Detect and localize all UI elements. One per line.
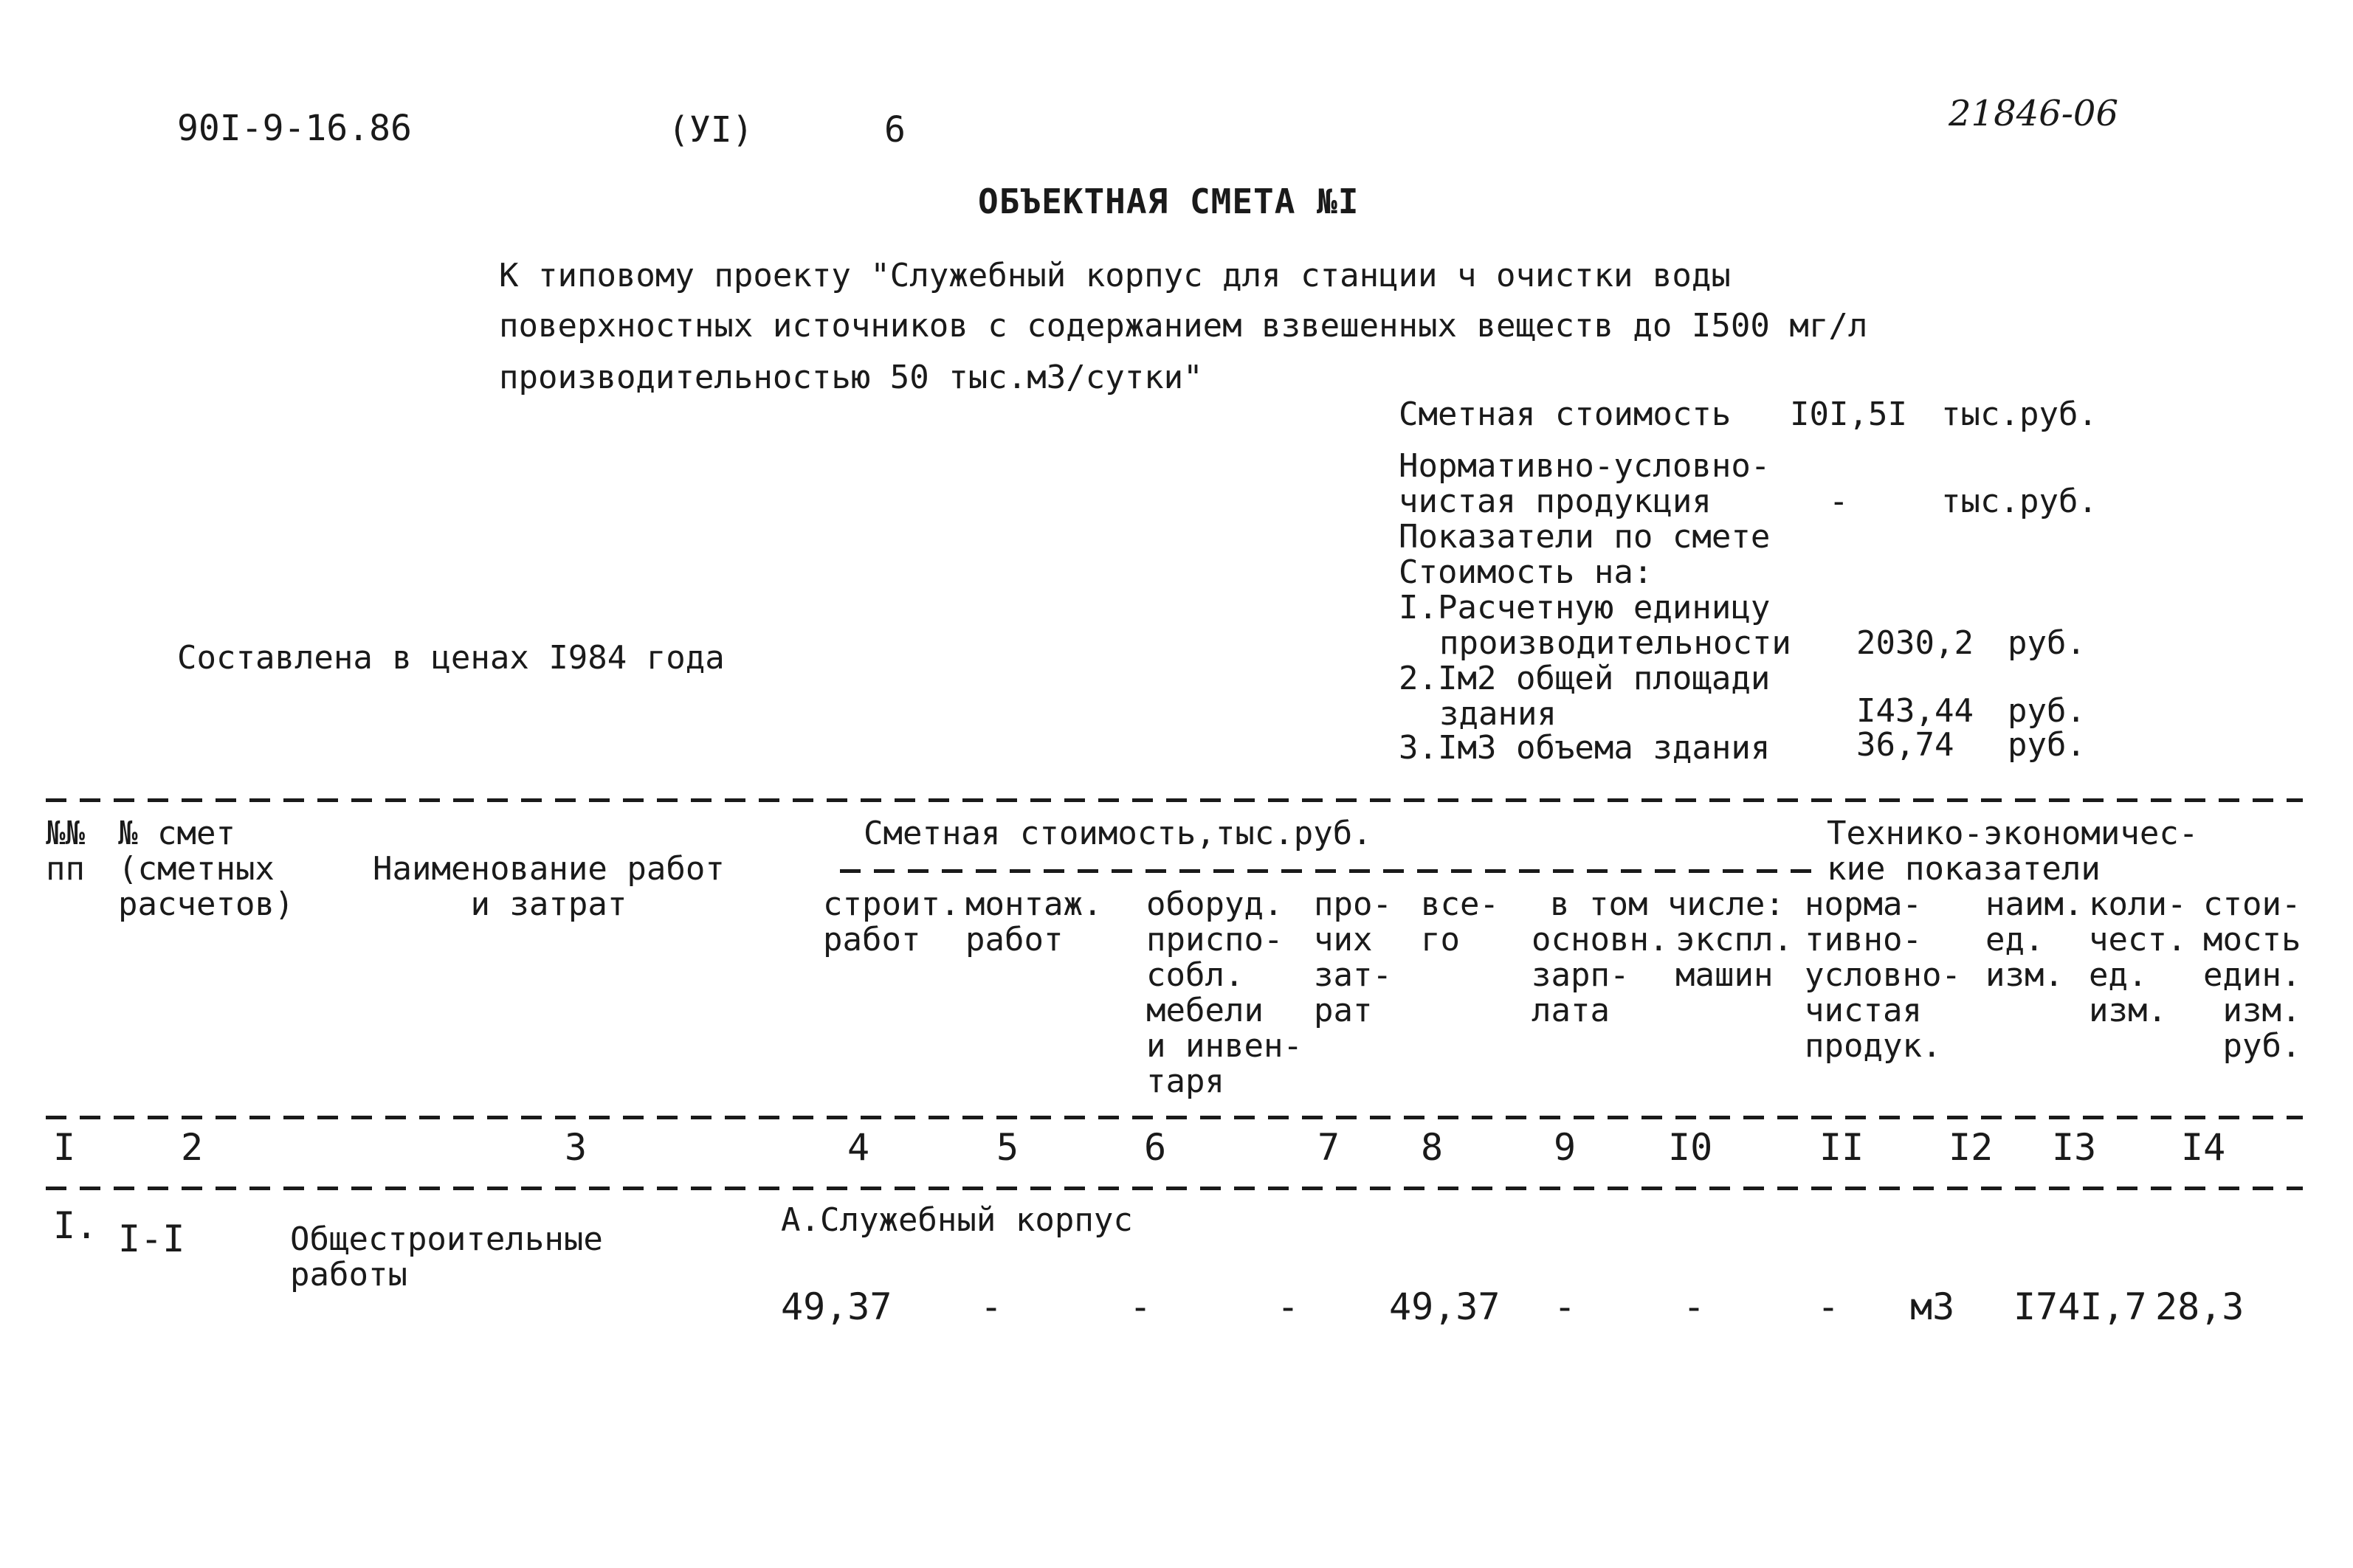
header-col-2: № смет (сметных расчетов) — [118, 815, 294, 923]
row-salary: - — [1554, 1285, 1577, 1328]
item2-unit: руб. — [2008, 692, 2086, 730]
col-number: 6 — [1144, 1126, 1167, 1169]
row-installation-cost: - — [980, 1285, 1003, 1328]
row-unit-cost: 28,3 — [2155, 1285, 2245, 1328]
row-estimate-number: I-I — [118, 1218, 185, 1260]
row-work-name: Общестроительные работы — [290, 1220, 603, 1294]
header-col-13: коли- чест. ед. изм. — [2089, 885, 2187, 1029]
row-other-cost: - — [1277, 1285, 1300, 1328]
header-group-incl: в том числе: — [1550, 885, 1785, 923]
subtitle-line-3: производительностью 50 тыс.м3/сутки" — [499, 359, 1203, 396]
header-col-1: №№ пп — [46, 815, 85, 888]
estimated-cost-label: Сметная стоимость — [1399, 396, 1732, 433]
normative-label-2: чистая продукция — [1399, 483, 1712, 520]
cost-for-label: Стоимость на: — [1399, 553, 1653, 591]
subtitle-line-1: К типовому проекту "Служебный корпус для станции ч очистки воды — [499, 257, 1731, 294]
col-number: 4 — [847, 1126, 870, 1169]
header-col-5: монтаж. работ — [965, 885, 1103, 959]
col-number: 5 — [996, 1126, 1019, 1169]
row-unit: м3 — [1910, 1285, 1955, 1328]
indicators-label: Показатели по смете — [1399, 518, 1771, 556]
normative-value: - — [1829, 483, 1849, 520]
item1-value: 2030,2 — [1856, 624, 1974, 662]
item1-label-2: производительности — [1439, 624, 1791, 662]
subtitle-line-2: поверхностных источников с содержанием взвешенных веществ до I500 мг/л — [499, 307, 1868, 345]
item1-label-1: I.Расчетную единицу — [1399, 589, 1771, 626]
header-cost-rule — [840, 869, 1822, 873]
header-col-11: норма- тивно- условно- чистая продук. — [1805, 885, 1961, 1065]
archive-number: 21846-06 — [1949, 93, 2118, 134]
table-top-rule — [46, 798, 2303, 802]
header-col-7: про- чих зат- рат — [1314, 885, 1392, 1029]
header-col-4: строит. работ — [823, 885, 960, 959]
col-number: I4 — [2181, 1126, 2226, 1169]
header-col-10: экспл. машин — [1675, 921, 1793, 994]
col-numbers-rule — [46, 1187, 2303, 1190]
header-col-9: основн. зарп- лата — [1532, 921, 1669, 1029]
header-col-12: наим. ед. изм. — [1985, 885, 2084, 994]
normative-label-1: Нормативно-условно- — [1399, 447, 1771, 485]
row-total-cost: 49,37 — [1389, 1285, 1501, 1328]
col-number: I2 — [1949, 1126, 1994, 1169]
col-number: I0 — [1668, 1126, 1713, 1169]
item3-unit: руб. — [2008, 726, 2086, 764]
row-construction-cost: 49,37 — [781, 1285, 892, 1328]
page-number: 6 — [884, 109, 906, 151]
item2-label-1: 2.Iм2 общей площади — [1399, 660, 1771, 697]
document-title: ОБЪЕКТНАЯ СМЕТА №I — [978, 182, 1360, 221]
item1-unit: руб. — [2008, 624, 2086, 662]
estimated-cost-value: I0I,5I — [1790, 396, 1907, 433]
row-machines: - — [1683, 1285, 1706, 1328]
header-group-tech: Технико-экономичес- кие показатели — [1827, 815, 2199, 888]
section-title: А.Служебный корпус — [781, 1201, 1133, 1239]
col-number: I3 — [2052, 1126, 2097, 1169]
compiled-note: Составлена в ценах I984 года — [177, 639, 725, 677]
header-col-3: Наименование работ и затрат — [373, 850, 725, 923]
item2-value: I43,44 — [1856, 692, 1974, 730]
item2-label-2: здания — [1439, 695, 1557, 733]
document-code: 90I-9-16.86 — [177, 108, 412, 149]
row-equipment-cost: - — [1129, 1285, 1152, 1328]
col-number: 2 — [181, 1126, 204, 1169]
header-col-14: стои- мость един. изм. руб. — [2203, 885, 2301, 1065]
item3-value: 36,74 — [1856, 726, 1954, 764]
item3-label: 3.Iм3 объема здания — [1399, 729, 1771, 767]
col-number: 9 — [1554, 1126, 1577, 1169]
header-col-8: все- го — [1421, 885, 1499, 959]
col-number: 3 — [565, 1126, 588, 1169]
row-number: I. — [53, 1204, 98, 1247]
header-group-cost: Сметная стоимость,тыс.руб. — [864, 815, 1372, 852]
header-col-6: оборуд. приспо- собл. мебели и инвен- таря — [1146, 885, 1303, 1100]
row-normative: - — [1817, 1285, 1840, 1328]
col-number: II — [1819, 1126, 1864, 1169]
row-quantity: I74I,7 — [2013, 1285, 2147, 1328]
col-number: 7 — [1317, 1126, 1340, 1169]
header-bottom-rule — [46, 1116, 2303, 1119]
estimated-cost-unit: тыс.руб. — [1941, 396, 2098, 433]
col-number: 8 — [1421, 1126, 1444, 1169]
section-code: (УI) — [668, 109, 754, 151]
col-number: I — [53, 1126, 76, 1169]
normative-unit: тыс.руб. — [1941, 483, 2098, 520]
